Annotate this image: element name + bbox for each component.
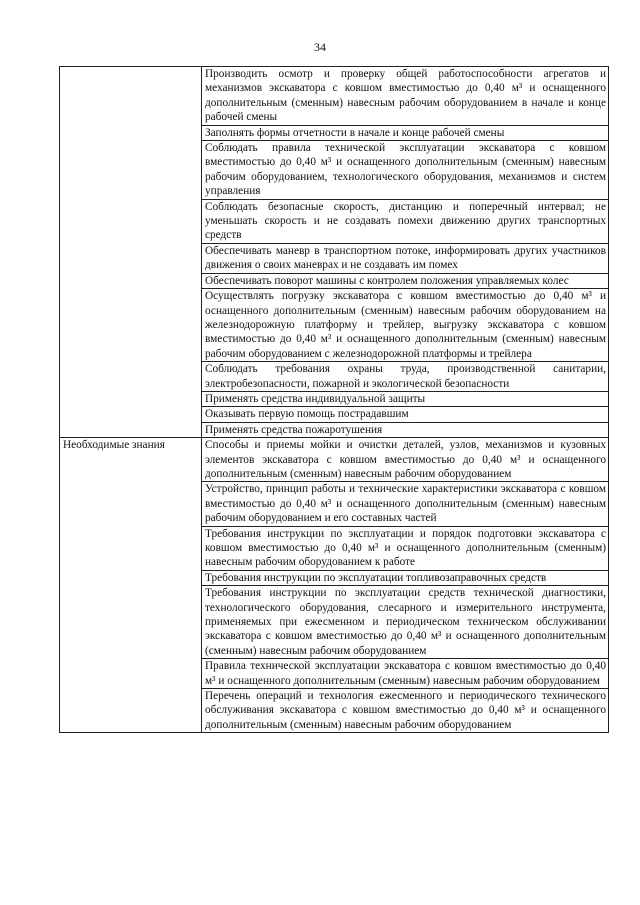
table-row: [60, 243, 609, 273]
section-label: [60, 67, 202, 126]
requirement-text: Правила технической эксплуатации экскаватора с ковшом вместимостью до 0,40 м³ и оснащенного дополнительным (сменным) навесным рабочим оборудованием: [202, 659, 609, 689]
requirement-text: Соблюдать требования охраны труда, производственной санитарии, электробезопасности, пожарной и экологической безопасности: [202, 362, 609, 392]
table-row: [60, 689, 609, 733]
requirement-text: Обеспечивать маневр в транспортном потоке, информировать других участников движения о своих маневрах и не создавать им помех: [202, 243, 609, 273]
section-label-cell: [60, 362, 202, 392]
requirement-text: Соблюдать безопасные скорость, дистанцию и поперечный интервал; не уменьшать скорость и не создавать помехи движению других транспортных средств: [202, 199, 609, 243]
section-label-cell: [60, 273, 202, 288]
requirement-text: Требования инструкции по эксплуатации топливозаправочных средств: [202, 570, 609, 585]
requirement-text: Производить осмотр и проверку общей работоспособности агрегатов и механизмов экскаватора с ковшом вместимостью до 0,40 м³ и оснащенного дополнительным (сменным) навесным рабочим оборудованием в начале и конце рабочей смены: [202, 67, 609, 126]
requirement-text: Требования инструкции по эксплуатации и порядок подготовки экскаватора с ковшом вместимостью до 0,40 м³ и оснащенного дополнительным (сменным) навесным рабочим оборудованием к работе: [202, 526, 609, 570]
section-label-cell: [60, 199, 202, 243]
section-label-cell: [60, 482, 202, 526]
section-label-cell: [60, 689, 202, 733]
section-label-cell: [60, 526, 202, 570]
table-row: [60, 586, 609, 659]
table-row: [60, 67, 609, 126]
requirement-text: Устройство, принцип работы и технические характеристики экскаватора с ковшом вместимостью до 0,40 м³ и оснащенного дополнительным (сменным) навесным рабочим оборудованием и его составных частей: [202, 482, 609, 526]
section-label-cell: [60, 391, 202, 406]
table-row: [60, 125, 609, 140]
section-label-cell: [60, 422, 202, 437]
table-row: [60, 422, 609, 437]
table-row: [60, 273, 609, 288]
requirement-text: Заполнять формы отчетности в начале и конце рабочей смены: [202, 125, 609, 140]
section-label-cell: [60, 125, 202, 140]
table-row: [60, 570, 609, 585]
table-row: [60, 199, 609, 243]
requirements-table-body: [60, 67, 609, 733]
requirements-table: [59, 66, 609, 733]
requirement-text: Оказывать первую помощь пострадавшим: [202, 407, 609, 422]
requirement-text: Применять средства пожаротушения: [202, 422, 609, 437]
requirement-text: Перечень операций и технология ежесменного и периодического технического обслуживания экскаватора с ковшом вместимостью до 0,40 м³ и оснащенного дополнительным (сменным) навесным рабочим оборудованием: [202, 689, 609, 733]
section-label-cell: [60, 141, 202, 200]
requirement-text: Требования инструкции по эксплуатации средств технической диагностики, технологического оборудования, слесарного и измерительного инструмента, применяемых при ежесменном и периодическом техническом обслуживании экскаватора с ковшом вместимостью до 0,40 м³ и оснащенного дополнительным (сменным) навесным рабочим оборудованием: [202, 586, 609, 659]
table-row: [60, 438, 609, 482]
requirement-text: Применять средства индивидуальной защиты: [202, 391, 609, 406]
requirement-text: Соблюдать правила технической эксплуатации экскаватора с ковшом вместимостью до 0,40 м³ и оснащенного дополнительным (сменным) навесным рабочим оборудованием, технологического оборудования, механизмов и систем управления: [202, 141, 609, 200]
table-row: [60, 362, 609, 392]
section-label-cell: [60, 586, 202, 659]
table-row: [60, 289, 609, 362]
section-label-cell: [60, 570, 202, 585]
page-number: 34: [314, 40, 326, 54]
section-label-cell: [60, 289, 202, 362]
section-label-cell: [60, 243, 202, 273]
requirement-text: Осуществлять погрузку экскаватора с ковшом вместимостью до 0,40 м³ и оснащенного дополнительным (сменным) навесным рабочим оборудованием на железнодорожную платформу и трейлер, выгрузку экскаватора с ковшом вместимостью до 0,40 м³ и оснащенного дополнительным (сменным) навесным рабочим оборудованием с железнодорожной платформы и трейлера: [202, 289, 609, 362]
requirement-text: Обеспечивать поворот машины с контролем положения управляемых колес: [202, 273, 609, 288]
table-row: [60, 526, 609, 570]
table-row: [60, 659, 609, 689]
table-row: [60, 482, 609, 526]
section-label-cell: [60, 659, 202, 689]
section-label: Необходимые знания: [60, 438, 202, 482]
table-row: [60, 391, 609, 406]
table-row: [60, 407, 609, 422]
requirement-text: Способы и приемы мойки и очистки деталей, узлов, механизмов и кузовных элементов экскаватора с ковшом вместимостью до 0,40 м³ и оснащенного дополнительным (сменным) навесным рабочим оборудованием: [202, 438, 609, 482]
section-label-cell: [60, 407, 202, 422]
table-row: [60, 141, 609, 200]
